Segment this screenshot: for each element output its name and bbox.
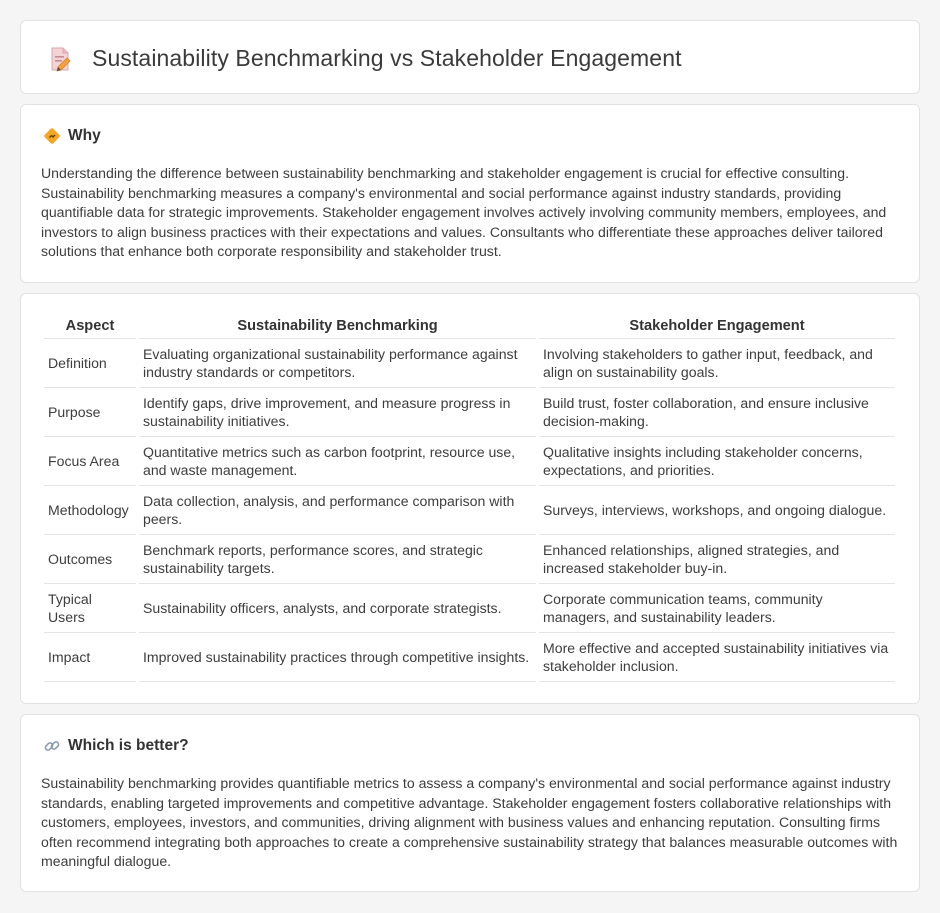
table-row <box>44 388 895 437</box>
row-engagement: Surveys, interviews, workshops, and ongoing dialogue. <box>539 486 895 535</box>
table-row <box>44 437 895 486</box>
row-aspect: Focus Area <box>44 437 136 486</box>
document-pencil-icon <box>47 46 73 72</box>
row-benchmarking: Evaluating organizational sustainability performance against industry standards or competitors. <box>139 339 536 388</box>
row-aspect: Impact <box>44 633 136 682</box>
diamond-sign-icon <box>43 127 61 145</box>
row-engagement: Involving stakeholders to gather input, feedback, and align on sustainability goals. <box>539 339 895 388</box>
row-aspect: Methodology <box>44 486 136 535</box>
table-row <box>44 486 895 535</box>
link-icon <box>43 737 61 755</box>
header-engagement: Stakeholder Engagement <box>539 316 895 339</box>
why-heading: Why <box>68 127 101 144</box>
page-title: Sustainability Benchmarking vs Stakeholder Engagement <box>92 45 682 71</box>
comparison-table <box>41 316 898 682</box>
row-aspect: Purpose <box>44 388 136 437</box>
table-header-row <box>44 316 895 339</box>
why-paragraph: Understanding the difference between sustainability benchmarking and stakeholder engagement is crucial for effective consulting. Sustainability benchmarking measures a company's environmental and social performance against industry standards, providing quantifiable data for strategic improvements. Stakeholder engagement involves actively involving community members, employees, and investors to align business practices with their expectations and values. Consultants who differentiate these approaches deliver tailored solutions that enhance both corporate responsibility and stakeholder trust. <box>41 165 887 260</box>
table-row <box>44 584 895 633</box>
table-row <box>44 339 895 388</box>
title-card <box>20 20 920 94</box>
row-benchmarking: Quantitative metrics such as carbon footprint, resource use, and waste management. <box>139 437 536 486</box>
better-paragraph: Sustainability benchmarking provides quantifiable metrics to assess a company's environmental and social performance against industry standards, enabling targeted improvements and competitive advantage. Stakeholder engagement fosters collaborative relationships with customers, employees, investors, and communities, driving alignment with business values and enhancing reputation. Consulting firms often recommend integrating both approaches to create a comprehensive sustainability strategy that balances measurable outcomes with meaningful dialogue. <box>41 775 898 870</box>
better-card <box>20 714 920 892</box>
header-aspect: Aspect <box>44 316 136 339</box>
row-benchmarking: Data collection, analysis, and performance comparison with peers. <box>139 486 536 535</box>
row-engagement: Qualitative insights including stakeholder concerns, expectations, and priorities. <box>539 437 895 486</box>
why-heading-row <box>43 127 101 145</box>
row-engagement: Corporate communication teams, community managers, and sustainability leaders. <box>539 584 895 633</box>
row-benchmarking: Identify gaps, drive improvement, and measure progress in sustainability initiatives. <box>139 388 536 437</box>
row-engagement: Build trust, foster collaboration, and ensure inclusive decision-making. <box>539 388 895 437</box>
comparison-card <box>20 293 920 704</box>
row-aspect: Outcomes <box>44 535 136 584</box>
table-row <box>44 535 895 584</box>
row-benchmarking: Improved sustainability practices through competitive insights. <box>139 633 536 682</box>
header-benchmarking: Sustainability Benchmarking <box>139 316 536 339</box>
row-engagement: More effective and accepted sustainability initiatives via stakeholder inclusion. <box>539 633 895 682</box>
title-row <box>47 45 682 72</box>
row-engagement: Enhanced relationships, aligned strategies, and increased stakeholder buy-in. <box>539 535 895 584</box>
better-heading-row <box>43 737 189 755</box>
row-aspect: Definition <box>44 339 136 388</box>
table-row <box>44 633 895 682</box>
row-benchmarking: Benchmark reports, performance scores, and strategic sustainability targets. <box>139 535 536 584</box>
why-card <box>20 104 920 283</box>
row-aspect: Typical Users <box>44 584 136 633</box>
better-heading: Which is better? <box>68 737 189 754</box>
row-benchmarking: Sustainability officers, analysts, and corporate strategists. <box>139 584 536 633</box>
